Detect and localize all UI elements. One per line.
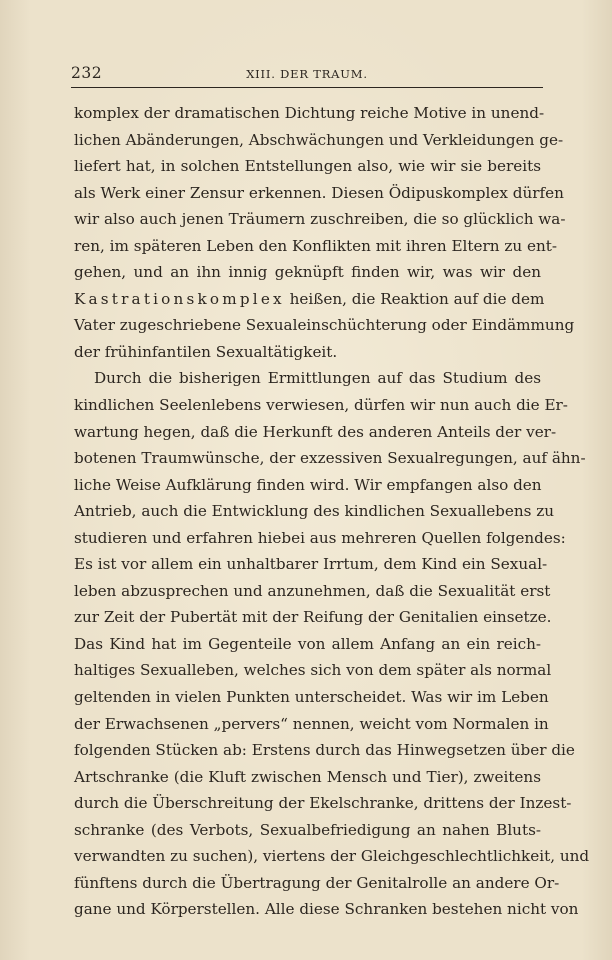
- text-line: Das Kind hat im Gegenteile von allem Anfang an ein reich-: [74, 634, 541, 653]
- text-line: wir also auch jenen Träumern zuschreiben, die so glücklich wa-: [74, 210, 566, 229]
- text-line: leben abzusprechen und anzunehmen, daß die Sexualität erst: [74, 581, 551, 600]
- text-line: durch die Überschreitung der Ekelschranke, drittens der Inzest-: [74, 794, 572, 813]
- text-line: liefert hat, in solchen Entstellungen also, wie wir sie bereits: [74, 157, 541, 176]
- text-line: haltiges Sexualleben, welches sich von dem später als normal: [74, 661, 552, 680]
- text-line: der Erwachsenen „pervers“ nennen, weicht vom Normalen in: [74, 714, 549, 733]
- text-line: Antrieb, auch die Entwicklung des kindlichen Sexuallebens zu: [74, 502, 555, 521]
- text-line: folgenden Stücken ab: Erstens durch das Hinwegsetzen über die: [74, 741, 575, 760]
- running-head: XIII. DER TRAUM.: [246, 67, 368, 81]
- text-line: botenen Traumwünsche, der exzessiven Sexualregungen, auf ähn-: [74, 449, 586, 468]
- text-line: Vater zugeschriebene Sexualeinschüchterung oder Eindämmung: [74, 316, 575, 335]
- text-line: als Werk einer Zensur erkennen. Diesen Ödipuskomplex dürfen: [74, 183, 564, 202]
- text-line: Artschranke (die Kluft zwischen Mensch und Tier), zweitens: [74, 767, 541, 786]
- text-line: [74, 286, 545, 313]
- body-text: [74, 100, 590, 923]
- text-line: schranke (des Verbots, Sexualbefriedigung an nahen Bluts-: [74, 820, 541, 839]
- text-line: gehen, und an ihn innig geknüpft finden wir, was wir den: [74, 263, 541, 282]
- text-line: geltenden in vielen Punkten unterscheidet. Was wir im Leben: [74, 688, 549, 707]
- text-line: verwandten zu suchen), viertens der Gleichgeschlechtlichkeit, und: [74, 847, 590, 866]
- text-line: wartung hegen, daß die Herkunft des anderen Anteils der ver-: [74, 422, 557, 441]
- text-line: fünftens durch die Übertragung der Genitalrolle an andere Or-: [74, 873, 560, 892]
- text-line-rest: heißen, die Reaktion auf die dem: [284, 289, 545, 308]
- text-line: lichen Abänderungen, Abschwächungen und Verkleidungen ge-: [74, 130, 564, 149]
- text-line: Durch die bisherigen Ermittlungen auf das Studium des: [94, 369, 541, 388]
- text-line: gane und Körperstellen. Alle diese Schranken bestehen nicht von: [74, 900, 579, 919]
- text-line: liche Weise Aufklärung finden wird. Wir empfangen also den: [74, 475, 542, 494]
- emphasized-term: Kastrationskomplex: [74, 289, 285, 308]
- text-line: Es ist vor allem ein unhaltbarer Irrtum, dem Kind ein Sexual-: [74, 555, 548, 574]
- page-header: [71, 62, 543, 86]
- text-line: kindlichen Seelenlebens verwiesen, dürfen wir nun auch die Er-: [74, 396, 568, 415]
- text-line: der frühinfantilen Sexualtätigkeit.: [74, 342, 338, 361]
- header-rule: [71, 87, 543, 88]
- text-line: komplex der dramatischen Dichtung reiche Motive in unend-: [74, 104, 545, 122]
- text-line: studieren und erfahren hiebei aus mehreren Quellen folgendes:: [74, 528, 566, 547]
- page-number: 232: [71, 64, 103, 82]
- text-line: zur Zeit der Pubertät mit der Reifung der Genitalien einsetze.: [74, 608, 552, 627]
- text-line: ren, im späteren Leben den Konflikten mit ihren Eltern zu ent-: [74, 236, 557, 255]
